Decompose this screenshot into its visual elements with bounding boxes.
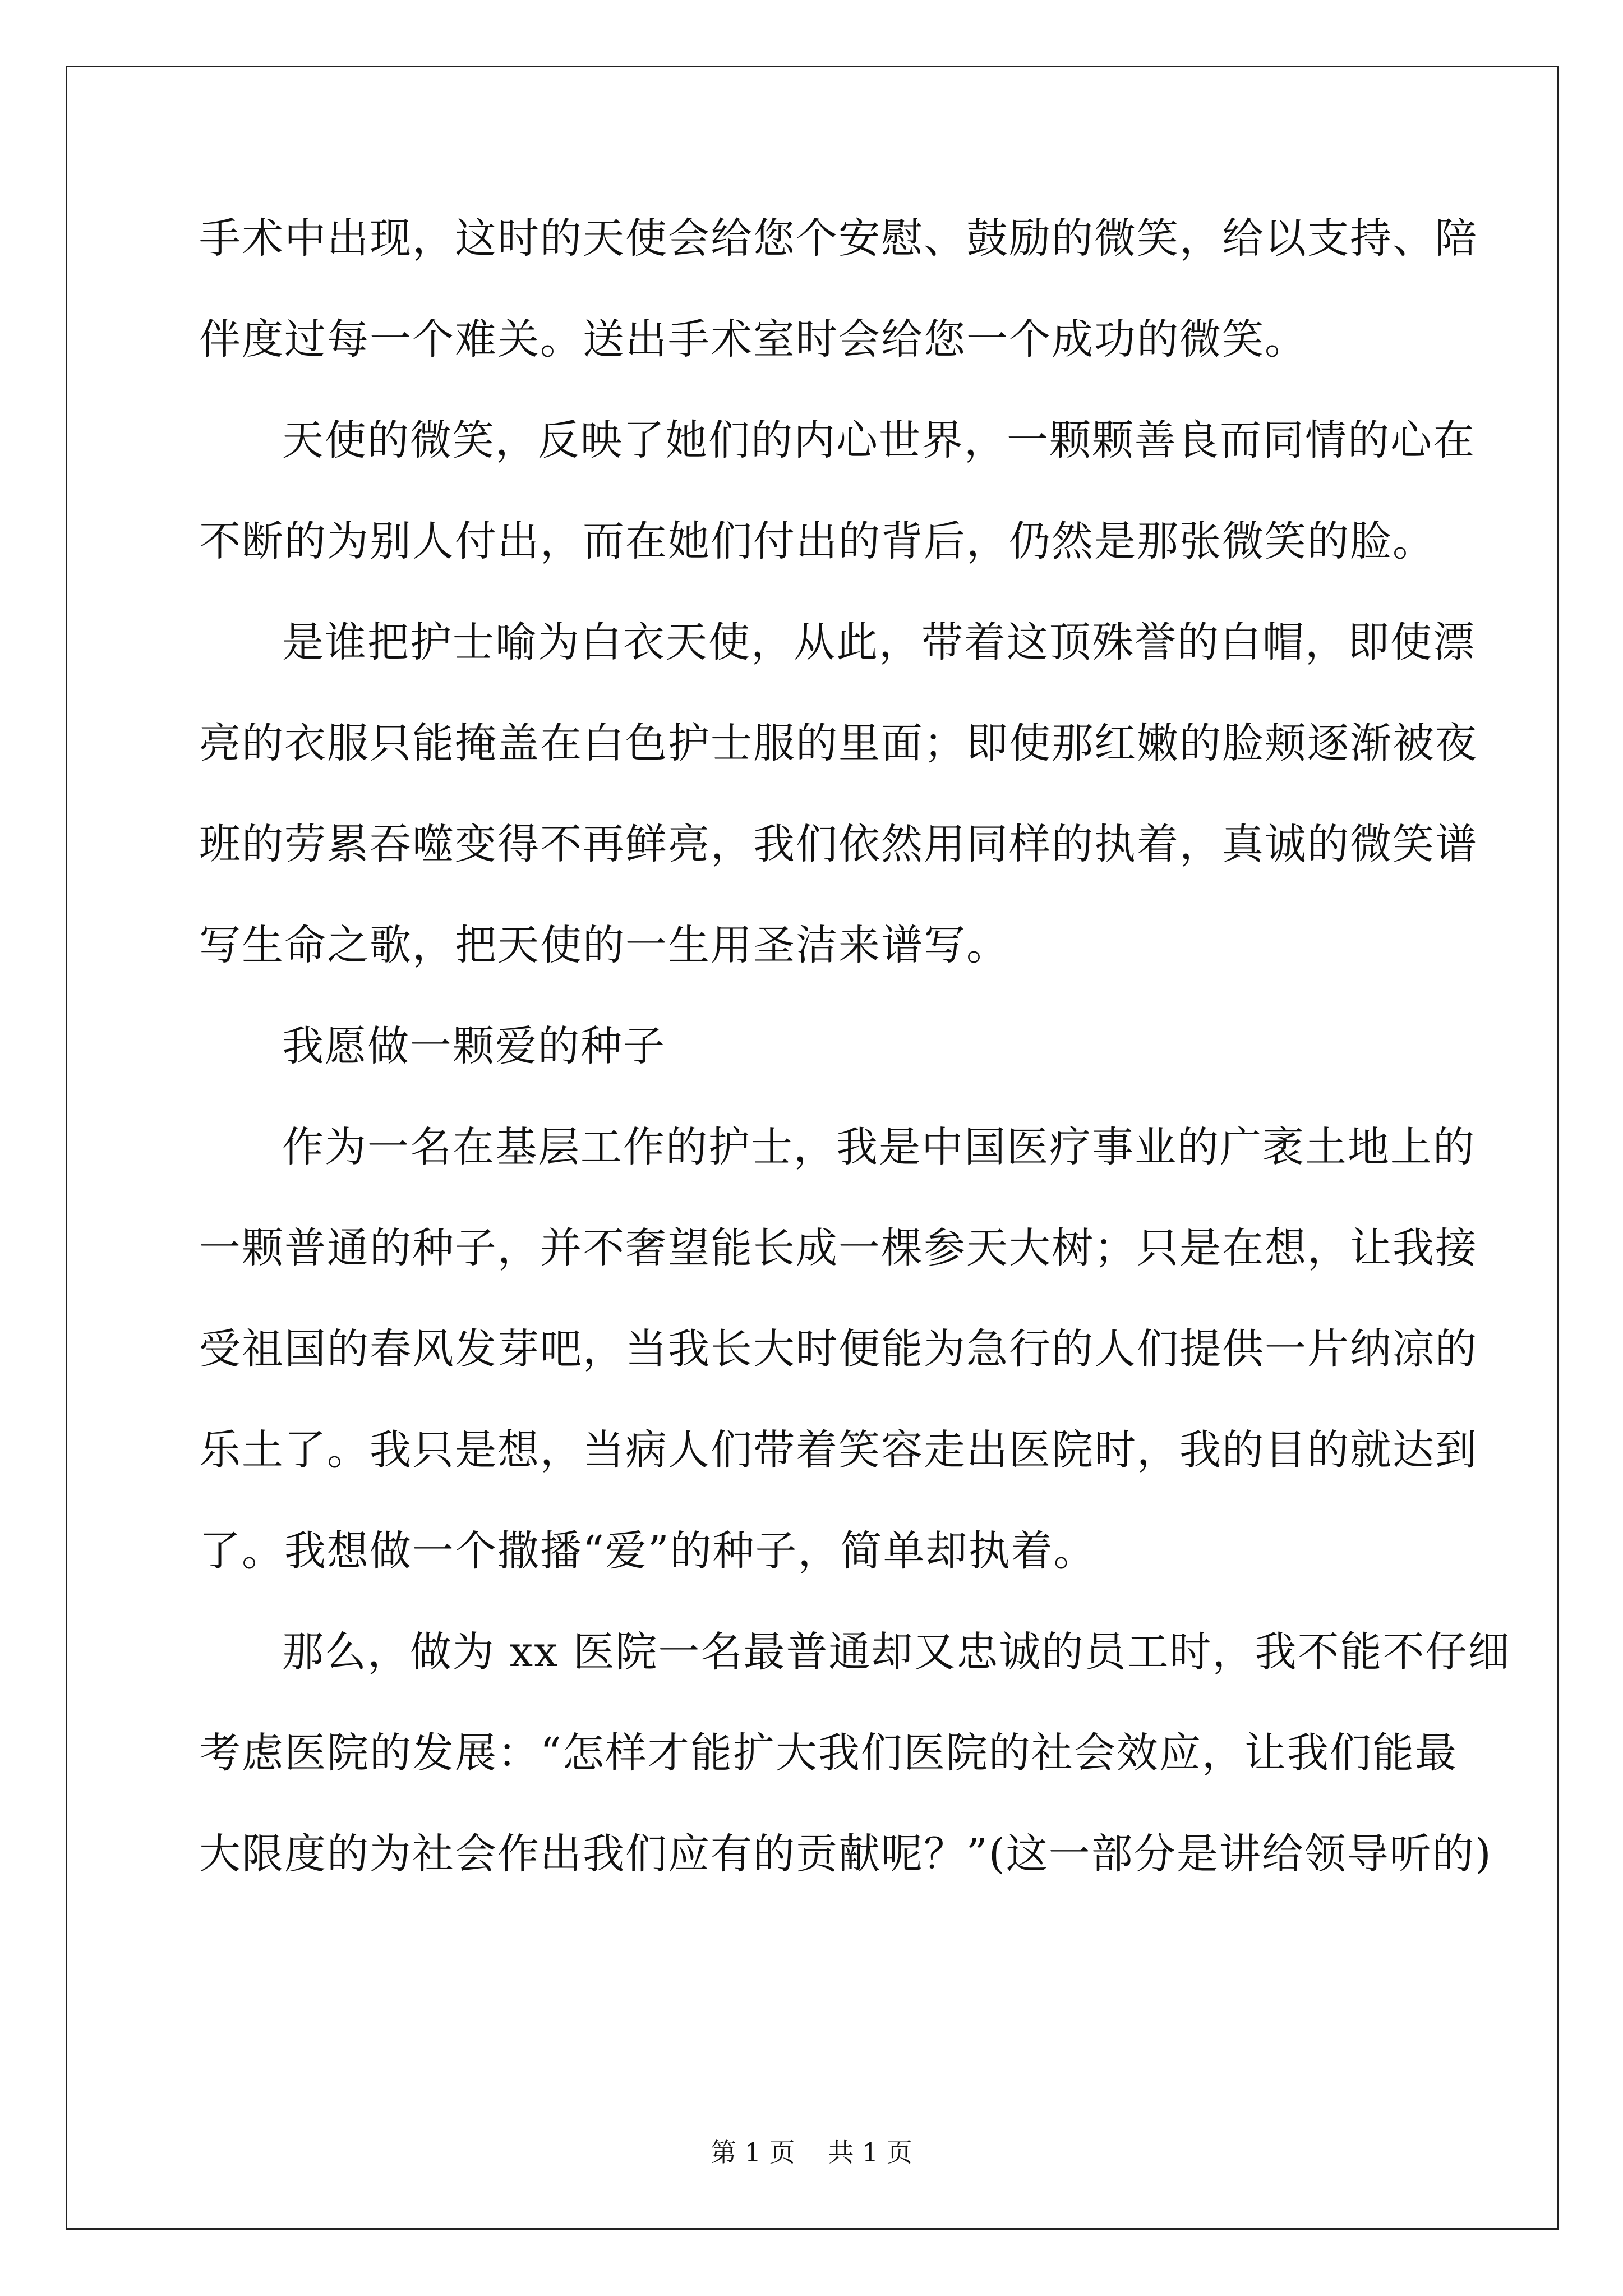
- document-body: [199, 214, 1511, 1934]
- text-line: 大限度的为社会作出我们应有的贡献呢？”(这一部分是讲给领导听的): [199, 1830, 1492, 1878]
- text-line: 班的劳累吞噬变得不再鲜亮，我们依然用同样的执着，真诚的微笑谱: [199, 820, 1478, 868]
- text-line: 一颗普通的种子，并不奢望能长成一棵参天大树；只是在想，让我接: [199, 1224, 1478, 1272]
- text-line: 考虑医院的发展：“怎样才能扩大我们医院的社会效应，让我们能最: [199, 1729, 1458, 1777]
- text-line: 写生命之歌，把天使的一生用圣洁来谱写。: [199, 921, 1009, 969]
- text-line: 是谁把护士喻为白衣天使，从此，带着这顶殊誉的白帽，即使漂: [282, 618, 1476, 666]
- text-line: 手术中出现，这时的天使会给您个安慰、鼓励的微笑，给以支持、陪: [199, 214, 1478, 263]
- text-line: 受祖国的春风发芽吧，当我长大时便能为急行的人们提供一片纳凉的: [199, 1325, 1478, 1373]
- text-line: 了。我想做一个撒播“爱”的种子，简单却执着。: [199, 1527, 1096, 1575]
- text-line: 那么，做为 xx 医院一名最普通却又忠诚的员工时，我不能不仔细: [282, 1628, 1511, 1676]
- page-number-current: 第 1 页: [711, 2137, 795, 2168]
- section-heading: 我愿做一颗爱的种子: [282, 1022, 666, 1070]
- text-line: 亮的衣服只能掩盖在白色护士服的里面；即使那红嫩的脸颊逐渐被夜: [199, 719, 1478, 767]
- text-line: 作为一名在基层工作的护士，我是中国医疗事业的广袤土地上的: [282, 1123, 1476, 1171]
- page-footer: [0, 2138, 1623, 2166]
- text-line: 乐土了。我只是想，当病人们带着笑容走出医院时，我的目的就达到: [199, 1426, 1478, 1474]
- text-line: 伴度过每一个难关。送出手术室时会给您一个成功的微笑。: [199, 315, 1307, 364]
- text-line: 不断的为别人付出，而在她们付出的背后，仍然是那张微笑的脸。: [199, 517, 1435, 565]
- text-line: 天使的微笑，反映了她们的内心世界，一颗颗善良而同情的心在: [282, 416, 1476, 464]
- page-number-total: 共 1 页: [828, 2137, 912, 2168]
